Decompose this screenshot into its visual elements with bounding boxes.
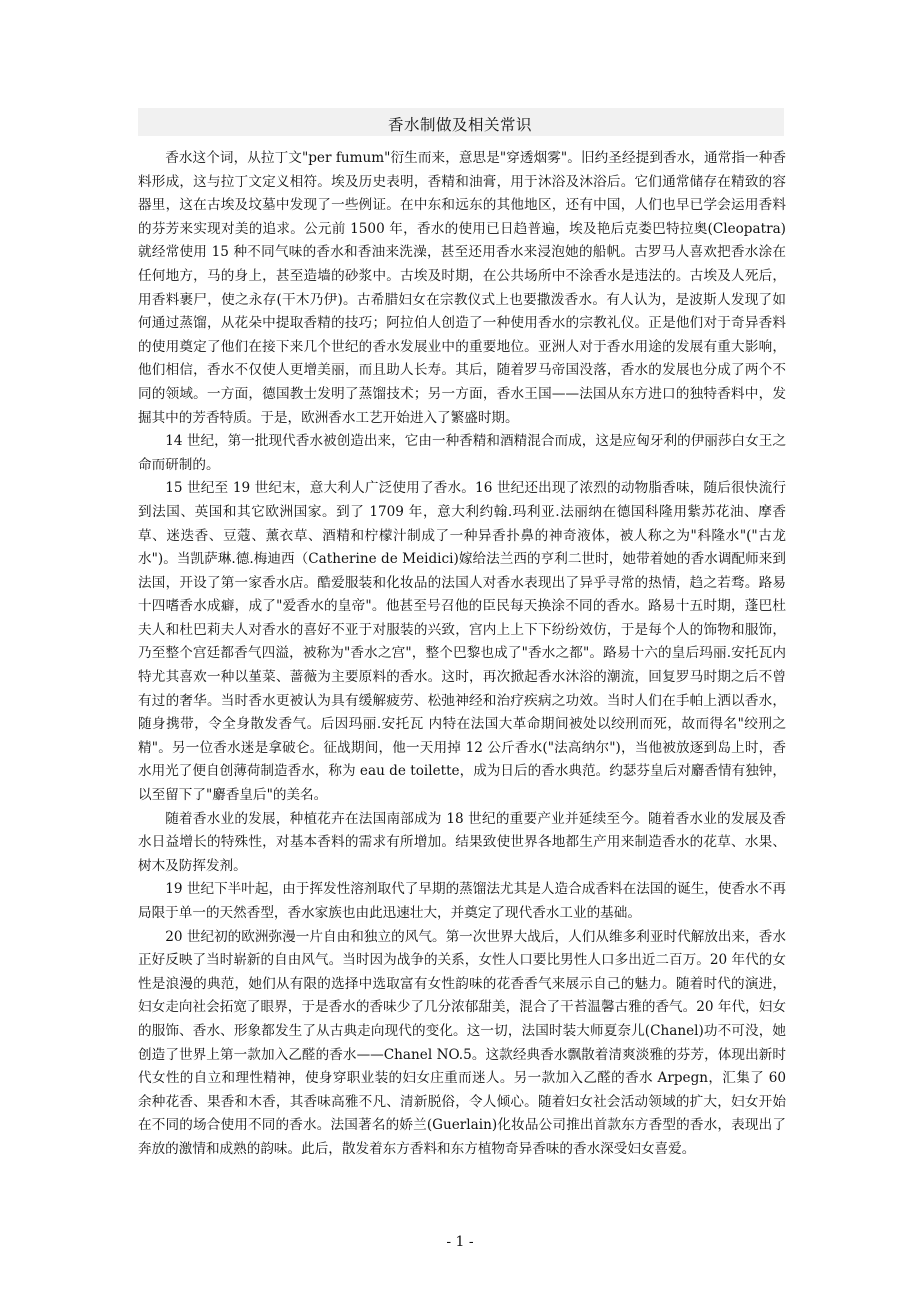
paragraph-15th-19th-century: 15 世纪至 19 世纪末，意大利人广泛使用了香水。16 世纪还出现了浓烈的动物脂香味，随后很快流行到法国、英国和其它欧洲国家。到了 1709 年，意大利约翰.玛利亚.法丽纳在德国科隆用紫苏花油、摩香草、迷迭香、豆蔻、薰衣草、酒精和柠檬汁制成了一种异香扑鼻的神奇液体，被人称之为"科隆水"("古龙水")。当凯萨琳.德.梅迪西（Catherine de Meidici)嫁给法兰西的亨利二世时，她带着她的香水调配师来到法国，开设了第一家香水店。酷爱服装和化妆品的法国人对香水表现出了异乎寻常的热情，趋之若骛。路易十四嗜香水成癖，成了"爱香水的皇帝"。他甚至号召他的臣民每天换涂不同的香水。路易十五时期，蓬巴杜夫人和杜巴莉夫人对香水的喜好不亚于对服装的兴致，宫内上上下下纷纷效仿，于是每个人的饰物和服饰，乃至整个宫廷都香气四溢，被称为"香水之宫"，整个巴黎也成了"香水之都"。路易十六的皇后玛丽.安托瓦内特尤其喜欢一种以堇菜、蔷薇为主要原料的香水。这时，再次掀起香水沐浴的潮流，回复罗马时期之后不曾有过的奢华。当时香水更被认为具有缓解疲劳、松弛神经和治疗疾病之功效。当时人们在手帕上洒以香水，随身携带，令全身散发香气。后因玛丽.安托瓦 内特在法国大革命期间被处以绞刑而死，故而得名"绞刑之精"。另一位香水迷是拿破仑。征战期间，他一天用掉 12 公斤香水("法高纳尔")，当他被放逐到岛上时，香水用光了便自创薄荷制造香水，称为 eau de toilette，成为日后的香水典范。约瑟芬皇后对麝香情有独钟，以至留下了"麝香皇后"的美名。 [138,480,786,804]
document-title: 香水制做及相关常识 [387,116,532,134]
paragraph-19th-century: 19 世纪下半叶起，由于挥发性溶剂取代了早期的蒸馏法尤其是人造合成香料在法国的诞生，使香水不再局限于单一的天然香型，香水家族也由此迅速壮大，并奠定了现代香水工业的基础。 [138,881,786,921]
paragraph-history-origin: 香水这个词，从拉丁文"per fumum"衍生而来，意思是"穿透烟雾"。旧约圣经提到香水，通常指一种香料形成，这与拉丁文定义相符。埃及历史表明，香精和油膏，用于沐浴及沐浴后。它们通常储存在精致的容器里，这在古埃及坟墓中发现了一些例证。在中东和远东的其他地区，还有中国，人们也早已学会运用香料的芬芳来实现对美的追求。公元前 1500 年，香水的使用已日趋普遍，埃及艳后克娄巴特拉奥(Cleopatra)就经常使用 15 种不同气味的香水和香油来洗澡，甚至还用香水来浸泡她的船帆。古罗马人喜欢把香水涂在任何地方，马的身上，甚至造墙的砂浆中。古埃及时期，在公共场所中不涂香水是违法的。古埃及人死后，用香料裹尸，使之永存(干木乃伊)。古希腊妇女在宗教仪式上也要撒泼香水。有人认为，是波斯人发现了如何通过蒸馏，从花朵中提取香精的技巧；阿拉伯人创造了一种使用香水的宗教礼仪。正是他们对于奇异香料的使用奠定了他们在接下来几个世纪的香水发展业中的重要地位。亚洲人对于香水用途的发展有重大影响，他们相信，香水不仅使人更增美丽，而且助人长寿。其后，随着罗马帝国没落，香水的发展也分成了两个不同的领域。一方面，德国教士发明了蒸馏技术；另一方面，香水王国——法国从东方进口的独特香料中，发掘其中的芳香特质。于是，欧洲香水工艺开始进入了繁盛时期。 [138,150,786,426]
paragraph-14th-century: 14 世纪，第一批现代香水被创造出来，它由一种香精和酒精混合而成，这是应匈牙利的伊丽莎白女王之命而研制的。 [138,433,786,473]
paragraph-20th-century: 20 世纪初的欧洲弥漫一片自由和独立的风气。第一次世界大战后，人们从维多利亚时代解放出来，香水正好反映了当时崭新的自由风气。当时因为战争的关系，女性人口要比男性人口多出近二百万。20 年代的女性是浪漫的典范，她们从有限的选择中选取富有女性韵味的花香香气来展示自己的魅力。随着时代的演进，妇女走向社会拓宽了眼界，于是香水的香味少了几分浓郁甜美，混合了干苔温馨古雅的香气。20 年代，妇女的服饰、香水、形象都发生了从古典走向现代的变化。这一切，法国时装大师夏奈儿(Chanel)功不可没，她创造了世界上第一款加入乙醛的香水——Chanel NO.5。这款经典香水飘散着清爽淡雅的芬芳，体现出新时代女性的自立和理性精神，使身穿职业装的妇女庄重而迷人。另一款加入乙醛的香水 Arpegn，汇集了 60 余种花香、果香和木香，其香味高雅不凡、清新脱俗，令人倾心。随着妇女社会活动领域的扩大，妇女开始在不同的场合使用不同的香水。法国著名的娇兰(Guerlain)化妆品公司推出首款东方香型的香水，表现出了奔放的激情和成熟的韵味。此后，散发着东方香料和东方植物奇异香味的香水深受妇女喜爱。 [138,928,786,1157]
paragraph-18th-century-industry: 随着香水业的发展，种植花卉在法国南部成为 18 世纪的重要产业并延续至今。随着香水业的发展及香水日益增长的特殊性，对基本香料的需求有所增加。结果致使世界各地都生产用来制造香水的花草、水果、树木及防挥发剂。 [138,810,786,874]
page-number: - 1 - [446,1234,474,1250]
document-body [138,147,786,1162]
